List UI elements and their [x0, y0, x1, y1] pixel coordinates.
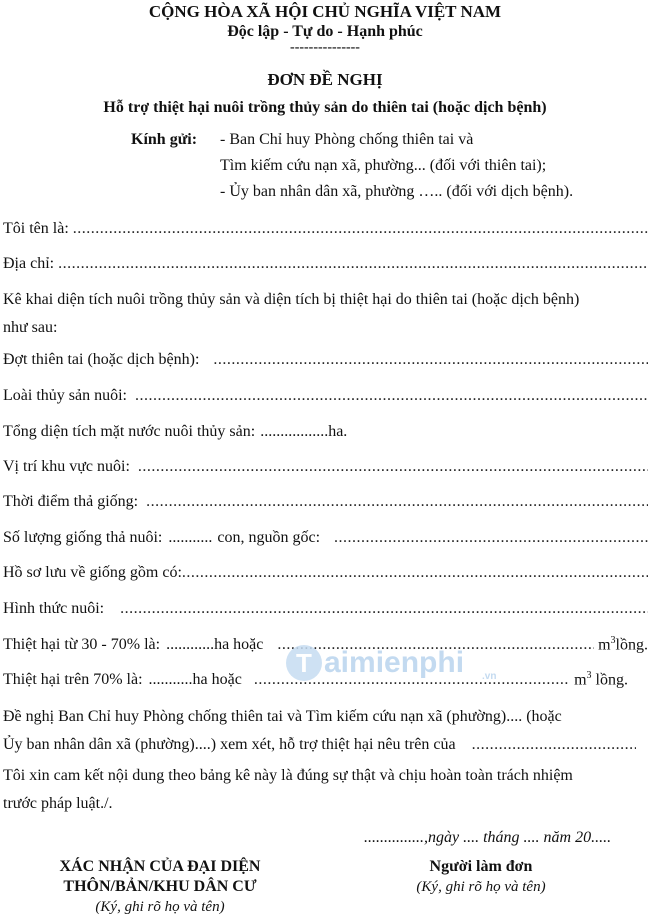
request-line-2: Ủy ban nhân dân xã (phường)....) xem xét, hỗ trợ thiệt hại nêu trên của — [3, 736, 456, 753]
damage-30-unit-m: m — [598, 636, 611, 654]
site-watermark — [286, 635, 516, 691]
request-line-2-row — [3, 731, 646, 759]
recipient-line-2: Tìm kiếm cứu nạn xã, phường... (đối với thiên tai); — [220, 157, 547, 174]
commit-line-1: Tôi xin cam kết nội dung theo bảng kê này là đúng sự thật và chịu hoàn toàn trách nhiệm — [3, 767, 573, 784]
total-area-blank[interactable]: ................. — [260, 423, 329, 440]
seed-records-field[interactable] — [3, 564, 648, 582]
disaster-label: Đợt thiên tai (hoặc dịch bệnh): — [3, 351, 200, 368]
damage-70-ha-blank[interactable]: ........... — [148, 671, 193, 689]
applicant-block — [372, 857, 590, 897]
seed-origin-blank[interactable] — [334, 529, 648, 547]
location-blank[interactable] — [138, 458, 648, 476]
name-label: Tôi tên là: — [3, 220, 69, 237]
declaration-line-1: Kê khai diện tích nuôi trồng thủy sản và diện tích bị thiệt hại do thiên tai (hoặc dịch bệnh) — [3, 291, 580, 308]
name-blank[interactable] — [73, 220, 648, 238]
seed-records-label: Hồ sơ lưu về giống gồm có: — [3, 564, 182, 581]
damage-30-unit — [598, 635, 648, 654]
species-label: Loài thủy sản nuôi: — [3, 387, 127, 404]
form-title: ĐƠN ĐỀ NGHỊ — [267, 70, 383, 89]
recipient-line-1: - Ban Chỉ huy Phòng chống thiên tai và — [220, 131, 474, 148]
farming-form-blank[interactable] — [120, 600, 648, 618]
watermark-suffix: .vn — [482, 671, 497, 682]
damage-70-unit-m: m — [574, 671, 587, 689]
stocking-time-label: Thời điểm thả giống: — [3, 493, 139, 510]
address-field[interactable] — [3, 255, 648, 273]
confirmation-note: (Ký, ghi rõ họ và tên) — [95, 899, 225, 915]
address-label: Địa chỉ: — [3, 255, 55, 272]
confirmation-title-2: THÔN/BẢN/KHU DÂN CƯ — [63, 878, 257, 895]
damage-30-label: Thiệt hại từ 30 - 70% là: — [3, 636, 161, 654]
farming-form-field[interactable] — [3, 600, 648, 618]
applicant-note: (Ký, ghi rõ họ và tên) — [416, 879, 546, 895]
confirmation-title-1: XÁC NHẬN CỦA ĐẠI DIỆN — [59, 858, 261, 875]
species-field[interactable] — [3, 387, 648, 405]
stocking-time-blank[interactable] — [146, 493, 648, 511]
location-label: Vị trí khu vực nuôi: — [3, 458, 130, 475]
total-area-unit: ha. — [328, 423, 348, 440]
form-subtitle: Hỗ trợ thiệt hại nuôi trồng thủy sản do thiên tai (hoặc dịch bệnh) — [103, 99, 547, 116]
applicant-title: Người làm đơn — [429, 858, 533, 875]
commitment-paragraph — [3, 762, 646, 818]
watermark-logo-icon: T — [286, 645, 322, 681]
request-paragraph — [3, 703, 646, 759]
damage-70-unit-cage: lồng. — [591, 671, 628, 689]
damage-30-unit-exponent: 3 — [610, 635, 616, 646]
damage-70-unit — [574, 670, 628, 689]
address-blank[interactable] — [58, 255, 648, 273]
seed-quantity-label: Số lượng giống thả nuôi: — [3, 529, 163, 546]
recipient-label: Kính gửi: — [131, 131, 198, 148]
total-area-field[interactable] — [3, 423, 648, 441]
damage-70-unit-exponent: 3 — [586, 670, 592, 681]
declaration-paragraph — [3, 286, 646, 342]
request-line-1: Đề nghị Ban Chỉ huy Phòng chống thiên tai và Tìm kiếm cứu nạn xã (phường).... (hoặc — [3, 708, 562, 725]
header-separator: --------------- — [290, 40, 360, 55]
location-field[interactable] — [3, 458, 648, 476]
confirmation-block — [0, 857, 320, 917]
name-field[interactable] — [3, 220, 648, 238]
date-line: ...............,ngày .... tháng .... năm 20..... — [364, 829, 612, 846]
stocking-time-field[interactable] — [3, 493, 648, 511]
recipient-line-3: - Ủy ban nhân dân xã, phường ….. (đối với dịch bệnh). — [220, 183, 574, 200]
request-blank[interactable] — [472, 731, 636, 759]
damage-30-or: ha hoặc — [214, 636, 264, 654]
motto: Độc lập - Tự do - Hạnh phúc — [227, 23, 423, 40]
seed-quantity-field[interactable] — [3, 529, 648, 547]
disaster-field[interactable] — [3, 351, 648, 369]
damage-70-label: Thiệt hại trên 70% là: — [3, 671, 143, 689]
damage-30-ha-blank[interactable]: ............ — [166, 636, 215, 654]
declaration-line-2: như sau: — [3, 319, 58, 336]
seed-quantity-unit: con, nguồn gốc: — [217, 529, 321, 546]
disaster-blank[interactable] — [213, 351, 648, 369]
seed-quantity-blank[interactable]: ........... — [168, 529, 213, 546]
country-header: CỘNG HÒA XÃ HỘI CHỦ NGHĨA VIỆT NAM — [148, 2, 502, 21]
seed-records-blank[interactable] — [182, 564, 648, 582]
species-blank[interactable] — [135, 387, 648, 405]
watermark-brand: aimienphi — [324, 646, 465, 679]
total-area-label: Tổng diện tích mặt nước nuôi thủy sản: — [3, 423, 256, 440]
farming-form-label: Hình thức nuôi: — [3, 600, 105, 617]
damage-30-unit-cage: lồng. — [615, 636, 648, 654]
commit-line-2: trước pháp luật./. — [3, 795, 113, 812]
damage-70-or: ha hoặc — [192, 671, 242, 689]
